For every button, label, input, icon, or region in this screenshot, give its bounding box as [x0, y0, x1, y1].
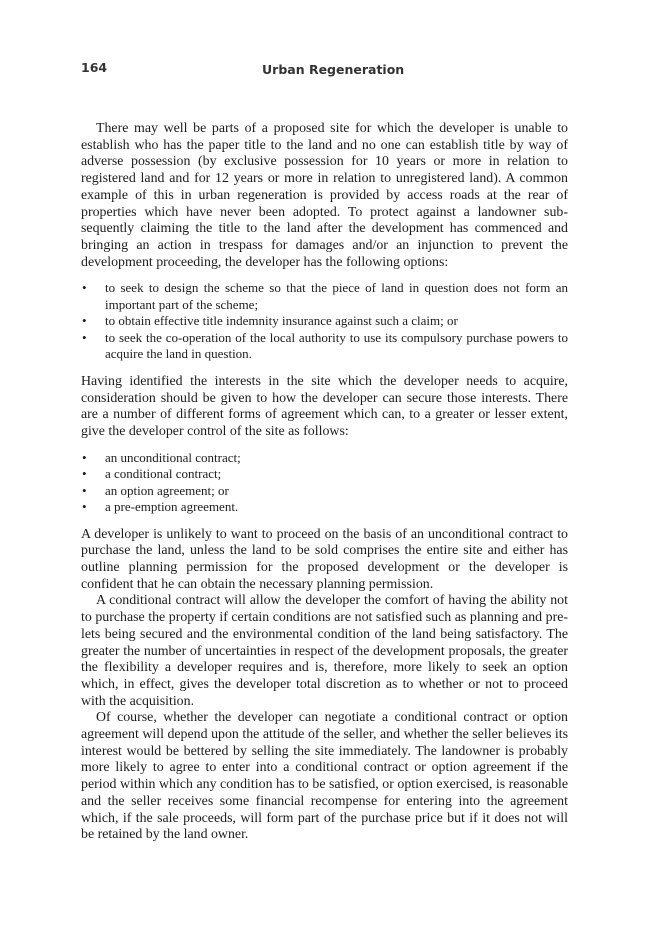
agreements-list: [81, 450, 568, 516]
running-head: Urban Regeneration: [262, 62, 405, 77]
bullet-icon: •: [82, 499, 87, 515]
paragraph: A developer is unlikely to want to proceed on the basis of an unconditional contract to purchase the land, unless the land to be sold comprises the entire site and either has outline planning permission for the proposed development or the developer is confident that he can obtain the necessary planning permission.: [81, 526, 568, 592]
list-item: • an option agreement; or: [82, 482, 229, 498]
options-list: [81, 280, 568, 363]
bullet-icon: •: [82, 449, 87, 465]
list-item: • to seek to design the scheme so that the piece of land in question does not form an important part of the scheme;: [82, 280, 568, 312]
bullet-icon: •: [82, 280, 87, 296]
bullet-icon: •: [82, 329, 87, 345]
list-item: • a pre-emption agreement.: [82, 499, 239, 515]
bullet-icon: •: [82, 313, 87, 329]
list-item: • to obtain effective title indemnity insurance against such a claim; or: [82, 313, 458, 329]
page-number: 164: [81, 60, 108, 75]
list-item: • to seek the co-operation of the local authority to use its compulsory purchase powers to acquire the land in question.: [82, 329, 568, 362]
paragraph: A conditional contract will allow the developer the comfort of having the ability not to purchase the property if certain conditions are not satisfied such as planning and pre-lets being secured and the environmental condition of the land being satisfactory. The greater the number of uncertainties in respect of the development proposals, the greater the flexibility a developer requires and is, therefore, more likely to seek an option which, in effect, gives the developer total discretion as to whether or not to proceed with the acquisition.: [81, 593, 568, 709]
body-text: [81, 121, 568, 844]
list-item: • a conditional contract;: [82, 466, 222, 482]
paragraph: Of course, whether the developer can negotiate a conditional contract or option agreement will depend upon the attitude of the seller, and whether the seller believes its interest would be bettered by selling the site immediately. The landowner is probably more likely to agree to enter into a conditional contract or option agreement if the period within which any condition has to be satisfied, or option exercised, is reasonable and the seller receives some financial recompense for entering into the agreement which, if the sale proceeds, will form part of the purchase price but if it does not will be retained by the land owner.: [81, 710, 568, 843]
paragraph: There may well be parts of a proposed site for which the developer is unable to establish who has the paper title to the land and no one can establish title by way of adverse possession (by exclusive possession for 10 years or more in relation to registered land and for 12 years or more in relation to unregistered land). A common example of this in urban regeneration is provided by access roads at the rear of properties which have never been adopted. To protect against a landowner subsequently claiming the title to the land after the development has commenced and bringing an action in trespass for damages and/or an injunction to prevent the development proceeding, the developer has the following options:: [81, 121, 568, 270]
paragraph: Having identified the interests in the site which the developer needs to acquire, consideration should be given to how the developer can secure those interests. There are a number of different forms of agreement which can, to a greater or lesser extent, give the developer control of the site as follows:: [81, 373, 568, 439]
bullet-icon: •: [82, 482, 87, 498]
bullet-icon: •: [82, 466, 87, 482]
list-item: • an unconditional contract;: [82, 449, 241, 465]
